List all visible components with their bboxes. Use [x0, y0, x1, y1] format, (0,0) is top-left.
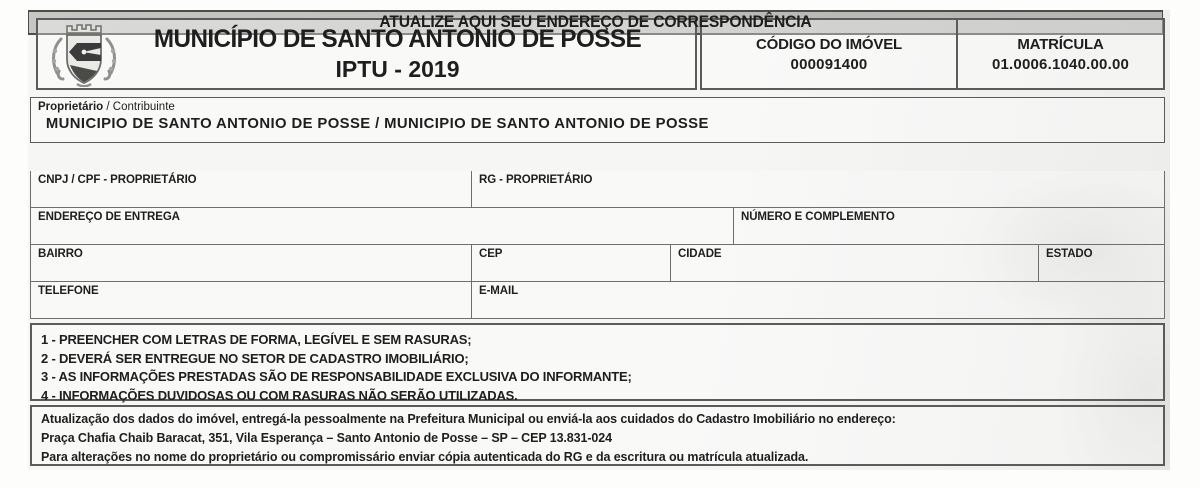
owner-label [38, 101, 1164, 113]
instructions-box [30, 323, 1165, 401]
form-row-documents [30, 171, 1165, 208]
property-code-value: 000091400 [790, 55, 868, 73]
field-endereco-entrega: ENDEREÇO DE ENTREGA [31, 208, 734, 244]
municipal-coat-of-arms-icon [38, 21, 130, 87]
footnote-box [30, 405, 1165, 466]
owner-label-rest: / Contribuinte [103, 101, 175, 113]
registration-box [958, 18, 1165, 90]
document-subtitle: IPTU - 2019 [335, 56, 460, 82]
instruction-line-3: 3 - AS INFORMAÇÕES PRESTADAS SÃO DE RESPONSABILIDADE EXCLUSIVA DO INFORMANTE; [41, 369, 632, 384]
field-numero-complemento: NÚMERO E COMPLEMENTO [741, 211, 895, 223]
field-cnpj-cpf: CNPJ / CPF - PROPRIETÁRIO [31, 171, 472, 207]
instruction-line-4: 4 - INFORMAÇÕES DUVIDOSAS OU COM RASURAS NÃO SERÃO UTILIZADAS. [41, 387, 518, 403]
footnote-line-3: Para alterações no nome do proprietário ou compromissário enviar cópia autenticada do RG e da escritura ou matrícula atualizada. [41, 450, 809, 464]
field-rg: RG - PROPRIETÁRIO [479, 174, 593, 186]
document-paper [28, 10, 1170, 470]
document-title [130, 25, 695, 83]
field-estado: ESTADO [1046, 248, 1093, 260]
form-row-city [30, 245, 1165, 282]
form-row-address [30, 208, 1165, 245]
field-telefone: TELEFONE [31, 282, 472, 318]
owner-value: MUNICIPIO DE SANTO ANTONIO DE POSSE / MUNICIPIO DE SANTO ANTONIO DE POSSE [45, 115, 709, 132]
footnote-line-1: Atualização dos dados do imóvel, entregá-la pessoalmente na Prefeitura Municipal ou enviá-la aos cuidados do Cadastro Imobiliário no endereço: [41, 412, 896, 426]
field-cidade: CIDADE [671, 245, 1039, 281]
field-email: E-MAIL [479, 285, 519, 297]
owner-section [30, 97, 1165, 143]
owner-label-bold: Proprietário [38, 101, 104, 113]
address-form-table [30, 171, 1165, 319]
instruction-line-2: 2 - DEVERÁ SER ENTREGUE NO SETOR DE CADASTRO IMOBILIÁRIO; [41, 350, 469, 366]
banner-text: ATUALIZE AQUI SEU ENDEREÇO DE CORRESPONDÊNCIA [379, 13, 812, 31]
municipality-title: MUNICÍPIO DE SANTO ANTONIO DE POSSE [153, 25, 642, 53]
field-bairro: BAIRRO [31, 245, 472, 281]
registration-label: MATRÍCULA [1017, 35, 1104, 53]
footnote-line-2: Praça Chafia Chaib Baracat, 351, Vila Esperança – Santo Antonio de Posse – SP – CEP 13.831-024 [41, 431, 612, 445]
form-row-contact [30, 282, 1165, 319]
property-code-label: CÓDIGO DO IMÓVEL [756, 35, 902, 53]
instruction-line-1: 1 - PREENCHER COM LETRAS DE FORMA, LEGÍVEL E SEM RASURAS; [41, 332, 472, 347]
registration-value: 01.0006.1040.00.00 [991, 55, 1130, 73]
field-cep: CEP [472, 245, 671, 281]
